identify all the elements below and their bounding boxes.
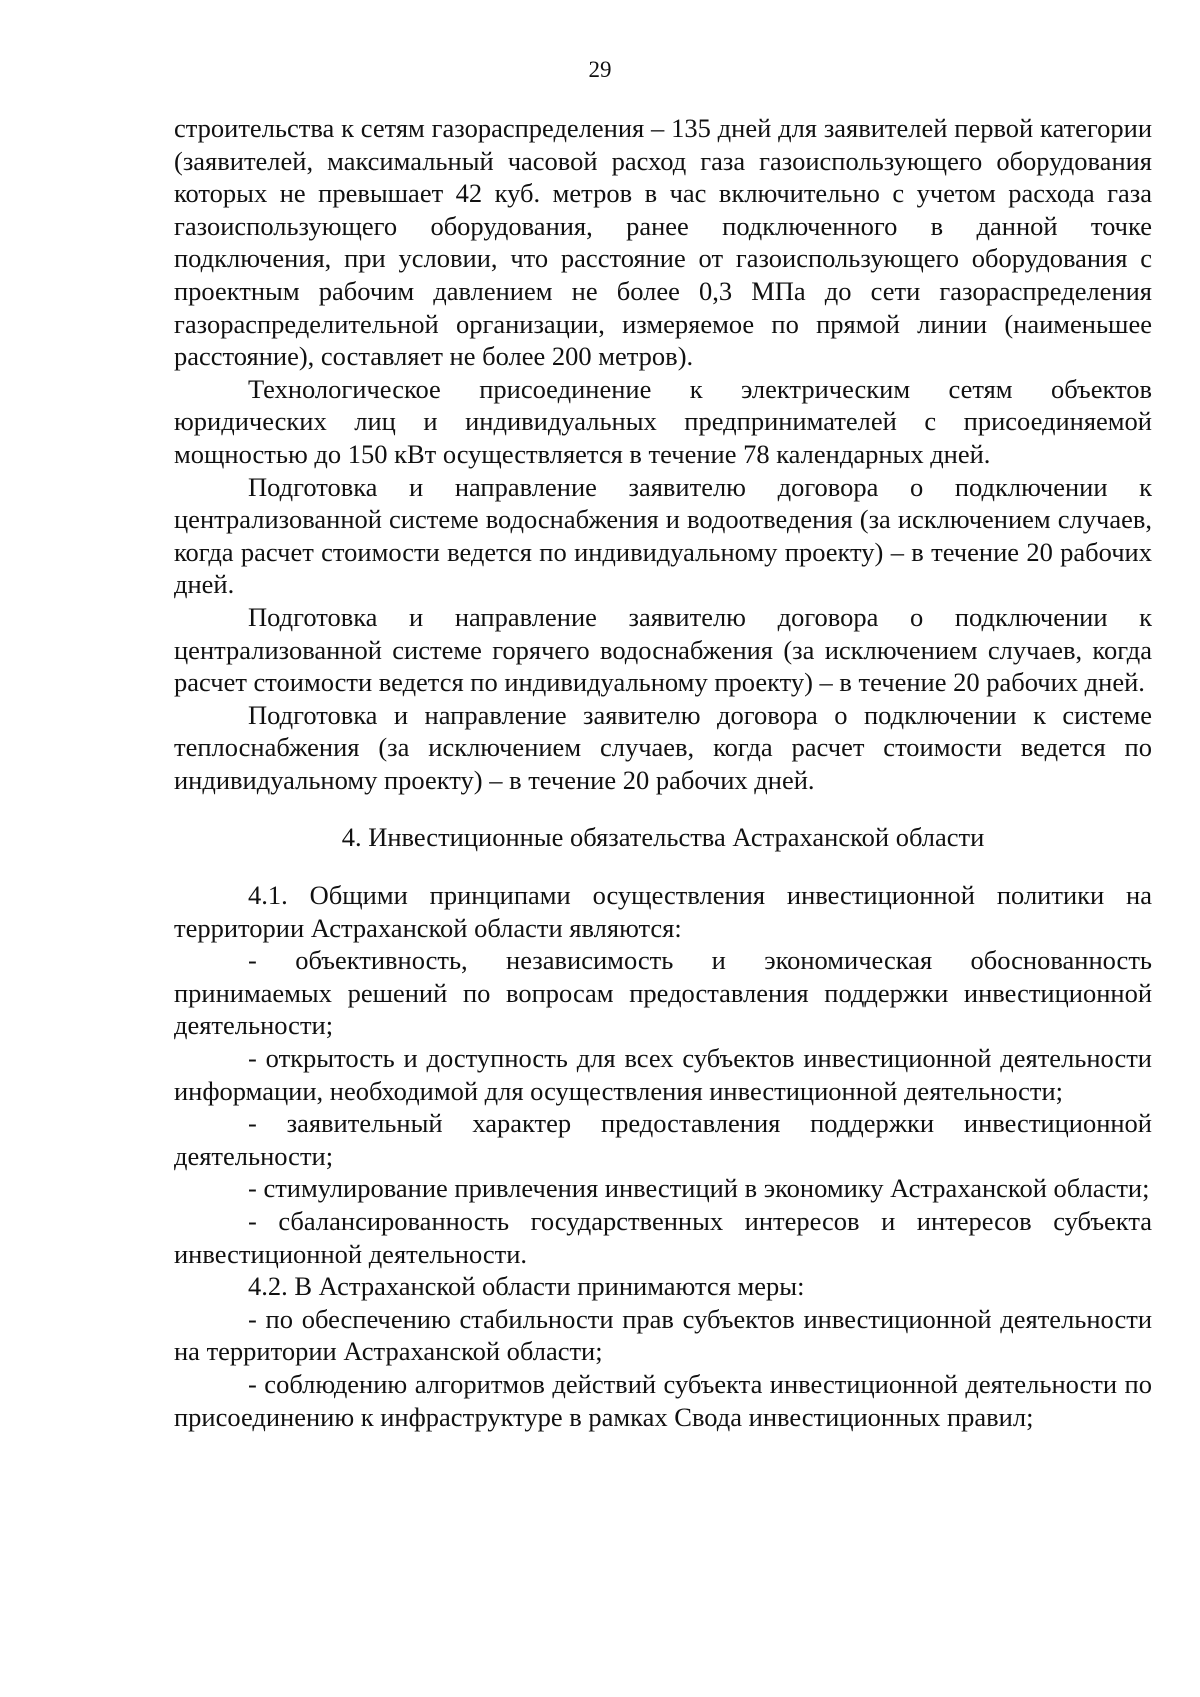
page-number: 29 — [588, 57, 612, 82]
paragraph-4-2: 4.2. В Астраханской области принимаются меры: — [248, 1271, 805, 1302]
list-item-stability: - по обеспечению стабильности прав субъектов инвестиционной деятельности на территории Астраханской области; — [174, 1303, 1152, 1367]
list-item-stimulation: - стимулирование привлечения инвестиций в экономику Астраханской области; — [248, 1173, 1150, 1204]
paragraph-4-1: 4.1. Общими принципами осуществления инвестиционной политики на территории Астраханской области являются: — [174, 880, 1152, 943]
list-item-declarative: - заявительный характер предоставления поддержки инвестиционной деятельности; — [174, 1108, 1152, 1171]
list-item-algorithms: - соблюдению алгоритмов действий субъекта инвестиционной деятельности по присоединению к инфраструктуре в рамках Свода инвестиционных правил; — [174, 1368, 1152, 1432]
document-body — [174, 112, 1152, 1433]
paragraph-heat-connection: Подготовка и направление заявителю договора о подключении к системе теплоснабжения (за исключением случаев, когда расчет стоимости ведется по индивидуальному проекту) – в течение 20 рабочих дней. — [174, 699, 1152, 795]
paragraph-water-connection: Подготовка и направление заявителю договора о подключении к централизованной системе водоснабжения и водоотведения (за исключением случаев, когда расчет стоимости ведется по индивидуальному проекту) – в течение 20 рабочих дней. — [174, 471, 1152, 600]
list-item-openness: - открытость и доступность для всех субъектов инвестиционной деятельности информации, необходимой для осуществления инвестиционной деятельности; — [174, 1043, 1152, 1106]
list-item-objectivity: - объективность, независимость и экономическая обоснованность принимаемых решений по вопросам предоставления поддержки инвестиционной деятельности; — [174, 945, 1152, 1041]
paragraph-hot-water-connection: Подготовка и направление заявителю договора о подключении к централизованной системе горячего водоснабжения (за исключением случаев, когда расчет стоимости ведется по индивидуальному проекту) – в течение 20 рабочих дней. — [174, 601, 1152, 698]
list-item-balance: - сбалансированность государственных интересов и интересов субъекта инвестиционной деятельности. — [174, 1206, 1152, 1269]
section-heading: 4. Инвестиционные обязательства Астраханской области — [341, 822, 985, 853]
paragraph-gas-connection: строительства к сетям газораспределения – 135 дней для заявителей первой категории (заявителей, максимальный часовой расход газа газоиспользующего оборудования которых не превышает 42 куб. метров в час включительно с учетом расхода газа газоиспользующего оборудования, ранее подключенного в данной точке подключения, при условии, что расстояние от газоиспользующего оборудования с проектным рабочим давлением не более 0,3 МПа до сети газораспределения газораспределительной организации, измеряемое по прямой линии (наименьшее расстояние), составляет не более 200 метров). — [174, 113, 1152, 372]
paragraph-electric-connection: Технологическое присоединение к электрическим сетям объектов юридических лиц и индивидуальных предпринимателей с присоединяемой мощностью до 150 кВт осуществляется в течение 78 календарных дней. — [174, 373, 1152, 469]
